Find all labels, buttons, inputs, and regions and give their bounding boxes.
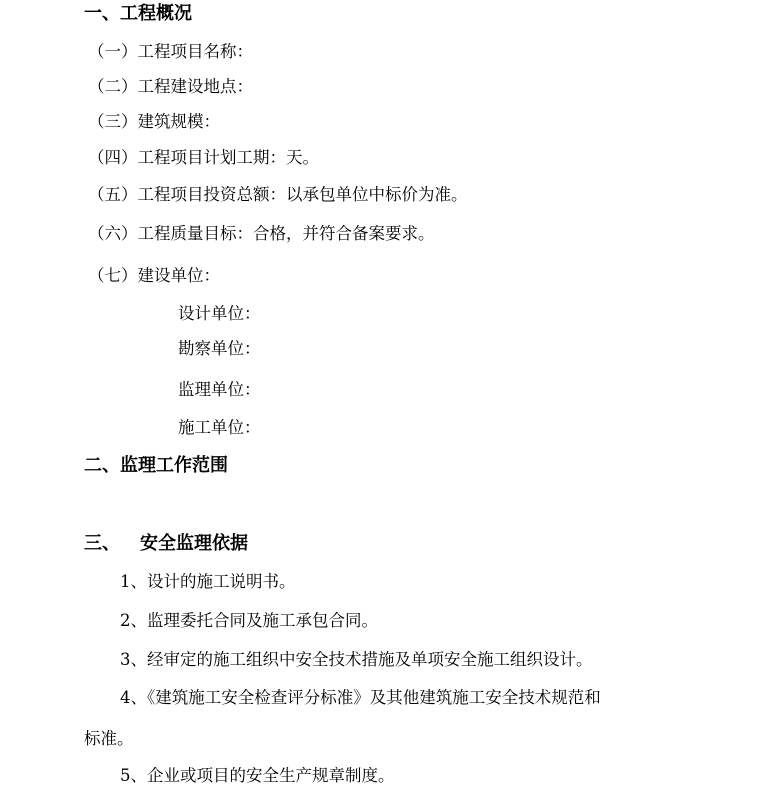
quality-target-item: （六）工程质量目标：合格，并符合备案要求。 [88, 224, 435, 243]
project-location-item: （二）工程建设地点： [88, 77, 253, 96]
planned-duration-item: （四）工程项目计划工期：天。 [88, 148, 319, 167]
construction-unit-item: （七）建设单位： [88, 266, 220, 285]
basis-item-4-continuation: 标准。 [84, 729, 134, 748]
supervision-unit-item: 监理单位： [178, 380, 261, 399]
section-3-heading [84, 532, 248, 556]
survey-unit-item: 勘察单位： [178, 339, 261, 358]
basis-item-5: 5、企业或项目的安全生产规章制度。 [120, 766, 395, 785]
design-unit-item: 设计单位： [178, 304, 261, 323]
investment-total-item: （五）工程项目投资总额：以承包单位中标价为准。 [88, 185, 468, 204]
basis-item-2: 2、监理委托合同及施工承包合同。 [120, 611, 378, 630]
basis-item-4: 4、《建筑施工安全检查评分标准》及其他建筑施工安全技术规范和 [120, 688, 601, 707]
section-1-heading: 一、工程概况 [84, 3, 192, 24]
contractor-unit-item: 施工单位： [178, 418, 261, 437]
section-3-number: 三、 [84, 533, 120, 554]
basis-item-1: 1、设计的施工说明书。 [120, 572, 296, 591]
section-3-title: 安全监理依据 [140, 533, 248, 554]
basis-item-3: 3、经审定的施工组织中安全技术措施及单项安全施工组织设计。 [120, 650, 593, 669]
building-scale-item: （三）建筑规模： [88, 112, 220, 131]
project-name-item: （一）工程项目名称： [88, 42, 253, 61]
section-2-heading: 二、监理工作范围 [84, 455, 228, 476]
